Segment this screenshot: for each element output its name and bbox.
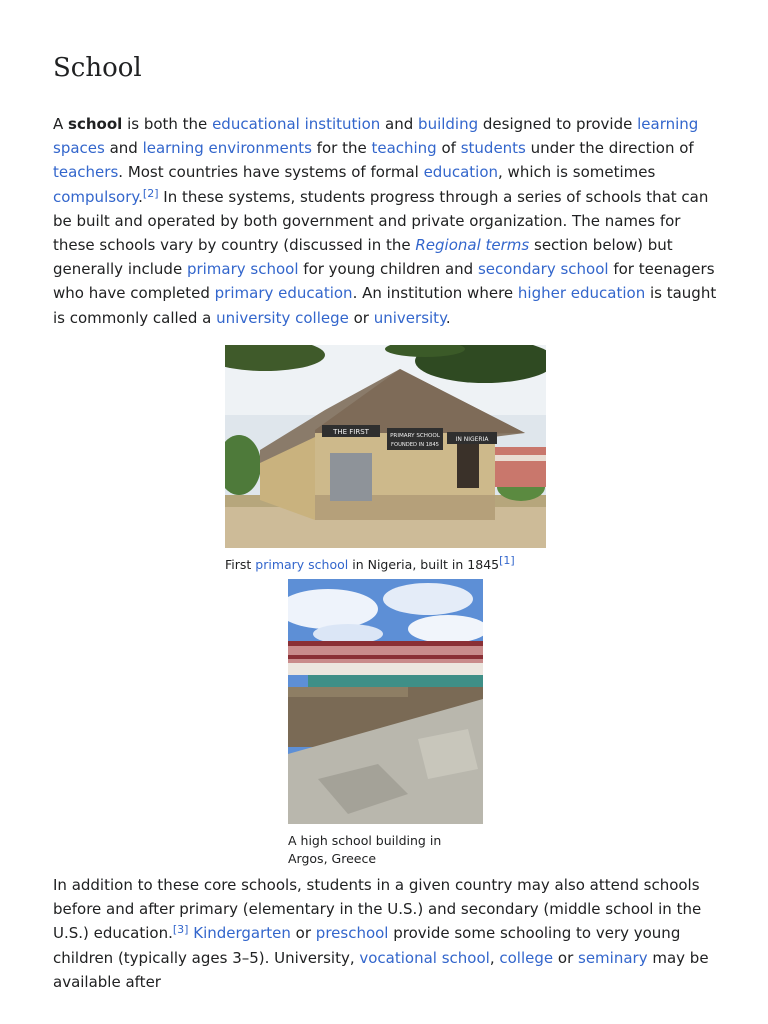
link-learning-environments[interactable]: learning environments [142,139,312,158]
cloud [383,583,473,615]
link-university-college[interactable]: university college [216,308,349,327]
reference-link[interactable]: [3] [172,923,189,937]
building-ground-floor [288,663,483,675]
link-seminary[interactable]: seminary [578,948,648,967]
sign-text-middle-1: PRIMARY SCHOOL [390,433,440,439]
link-compulsory[interactable]: compulsory [53,187,139,206]
page-title: School [53,53,142,83]
building-roofline [288,641,483,646]
text-span: provide some schooling to very young children (typically ages 3–5). University, [53,924,681,967]
link-secondary-school[interactable]: secondary school [477,260,609,279]
link-college[interactable]: college [499,948,554,967]
figure-caption [225,556,546,574]
intro-paragraph [53,112,723,330]
figure-caption: A high school building in Argos, Greece [288,833,442,866]
text-span: In these systems, students progress through a series of schools that can be built and operated by both government and private organization. The names for these schools vary by country (discussed in the [53,187,709,255]
caption-text: First [225,557,256,572]
text-span: or [348,308,374,327]
text-span: , [489,948,500,967]
text-span: section below) but generally include [53,236,673,279]
text-span: may be available after [53,948,709,991]
reference-link[interactable]: [1] [499,554,515,567]
bold-term: school [68,115,123,133]
link-primary-school[interactable]: primary school [186,260,299,279]
link-education[interactable]: education [423,163,499,182]
link-kindergarten[interactable]: Kindergarten [193,924,291,943]
link-university[interactable]: university [373,308,446,327]
sports-court [308,675,483,689]
sign-text-left: THE FIRST [333,428,369,436]
sign-text-middle-2: FOUNDED IN 1845 [391,442,439,448]
link-regional-terms[interactable]: Regional terms [415,236,530,255]
text-span: . An institution where [352,284,518,303]
figure-nigeria-school [225,345,546,574]
link-teaching[interactable]: teaching [371,139,437,158]
shuttered-window [330,453,372,501]
text-span: of [436,139,461,158]
argos-school-photo[interactable] [288,579,483,824]
text-span: is taught is commonly called a [53,284,717,327]
text-span: for teenagers who have completed [53,260,715,303]
sign-text-right: IN NIGERIA [455,436,489,443]
text-span: and [380,115,419,133]
doorway [457,443,479,488]
text-span: A [53,115,69,133]
link-educational-institution[interactable]: educational institution [212,115,381,133]
reference-link[interactable]: [2] [142,186,159,200]
link-building[interactable]: building [418,115,479,133]
text-span: is both the [122,115,213,133]
field-edge [288,687,408,697]
text-span: . [445,308,451,327]
link-students[interactable]: students [460,139,526,158]
text-span: under the direction of [525,139,694,158]
text-span: for the [311,139,372,158]
link-learning-spaces[interactable]: learning spaces [53,115,699,158]
link-teachers[interactable]: teachers [53,163,119,182]
text-span: . Most countries have systems of formal [118,163,424,182]
text-span: In addition to these core schools, students in a given country may also attend schools before and after primary (elementary in the U.S.) and secondary (middle school in the U.S.) education. [53,876,702,943]
text-span: or [290,924,316,943]
text-span: for young children and [298,260,478,279]
link-primary-education[interactable]: primary education [214,284,353,303]
nigeria-school-photo[interactable] [225,345,546,548]
text-span: designed to provide [478,115,638,133]
second-paragraph [53,873,723,994]
text-span: . [138,187,143,206]
caption-text: in Nigeria, built in 1845 [348,557,500,572]
link-vocational-school[interactable]: vocational school [359,948,490,967]
figure-argos-school [288,579,483,868]
text-span: or [553,948,579,967]
link-caption-primary-school[interactable]: primary school [255,557,349,572]
link-preschool[interactable]: preschool [315,924,389,943]
text-span: and [104,139,143,158]
text-span: , which is sometimes [498,163,656,182]
link-higher-education[interactable]: higher education [517,284,646,303]
building-band [288,655,483,659]
